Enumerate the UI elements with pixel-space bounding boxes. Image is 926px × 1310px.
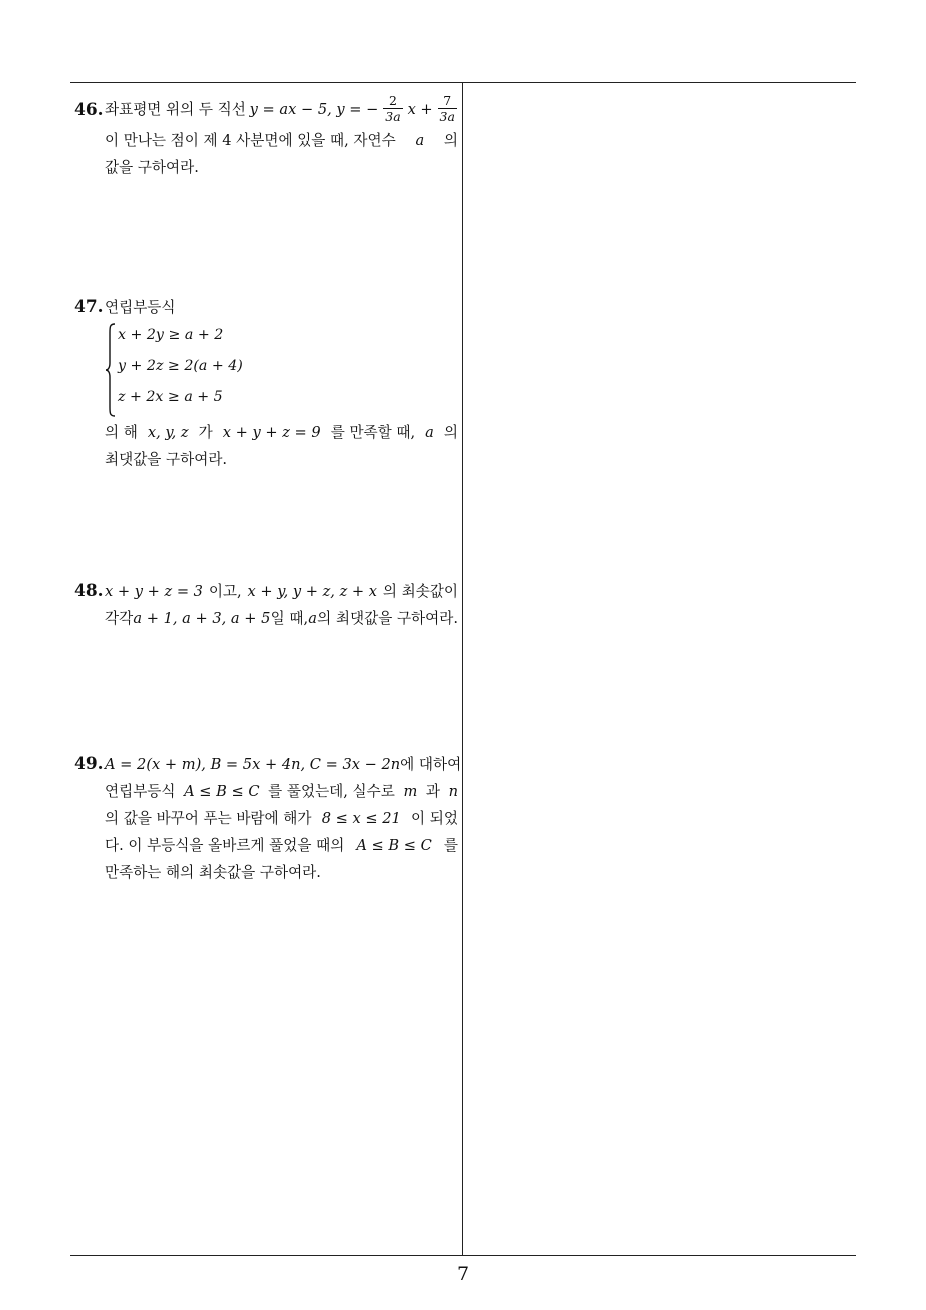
problem-49-line-2: 연립부등식 A ≤ B ≤ C 를 풀었는데, 실수로 m 과 n bbox=[105, 783, 458, 800]
problem-49 bbox=[74, 751, 462, 886]
system-line-1: x + 2y ≥ a + 2 bbox=[118, 327, 224, 343]
bottom-rule bbox=[70, 1255, 856, 1256]
system-line-2: y + 2z ≥ 2(a + 4) bbox=[118, 358, 243, 374]
problem-46 bbox=[74, 93, 458, 181]
problem-46-line-3: 값을 구하여라. bbox=[105, 159, 199, 176]
inequality-system bbox=[105, 323, 458, 417]
problem-47-line-last: 최댓값을 구하여라. bbox=[105, 451, 228, 468]
page-number: 7 bbox=[456, 1263, 470, 1285]
problem-48-line-1: x + y + z = 3 이고, x + y, y + z, z + x 의 최솟값이 bbox=[105, 583, 458, 600]
problem-number: 47. bbox=[74, 297, 104, 317]
fraction: $\frac{2}{3a}$ bbox=[385, 93, 401, 124]
problem-47 bbox=[74, 294, 458, 473]
problem-46-line-2: 이 만나는 점이 제 4 사분면에 있을 때, 자연수 a 의 bbox=[105, 132, 458, 149]
problem-46-line-1: 좌표평면 위의 두 직선 y = ax − 5, y = − $\frac{2}{3a}$ x + $\frac{7}{3a}$ bbox=[105, 93, 458, 127]
problem-49-line-1: A = 2(x + m), B = 5x + 4n, C = 3x − 2n 에 대하여 bbox=[105, 756, 462, 773]
top-rule bbox=[70, 82, 856, 83]
column-divider bbox=[462, 82, 463, 1256]
left-brace-icon bbox=[105, 323, 117, 417]
problem-number: 46. bbox=[74, 100, 104, 120]
problem-47-line-after: 의 해 x, y, z 가 x + y + z = 9 를 만족할 때, a 의 bbox=[105, 424, 458, 441]
problem-number: 49. bbox=[74, 754, 104, 774]
problem-49-line-4: 다. 이 부등식을 올바르게 풀었을 때의 A ≤ B ≤ C 를 bbox=[105, 837, 458, 854]
fraction: $\frac{7}{3a}$ bbox=[439, 93, 455, 124]
problem-number: 48. bbox=[74, 581, 104, 601]
problem-48 bbox=[74, 578, 458, 632]
problem-48-line-2: 각각 a + 1, a + 3, a + 5 일 때, a 의 최댓값을 구하여라. bbox=[105, 610, 458, 627]
problem-49-line-5: 만족하는 해의 최솟값을 구하여라. bbox=[105, 864, 321, 881]
problem-49-line-3: 의 값을 바꾸어 푸는 바람에 해가 8 ≤ x ≤ 21 이 되었 bbox=[105, 810, 458, 827]
system-line-3: z + 2x ≥ a + 5 bbox=[118, 389, 223, 405]
problem-47-intro: 연립부등식 bbox=[105, 299, 176, 316]
